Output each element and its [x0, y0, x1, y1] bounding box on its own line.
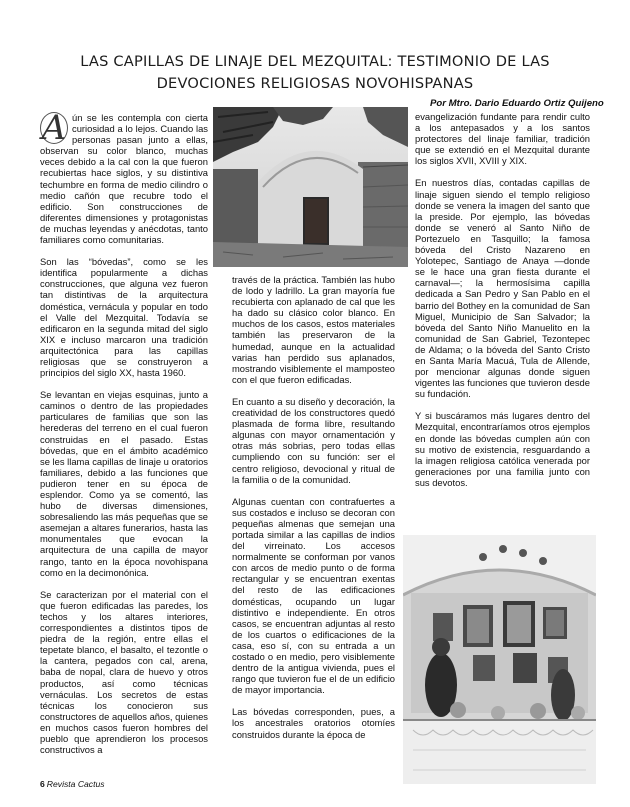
paragraph: En nuestros días, contadas capillas de linaje siguen siendo el templo religioso donde se venera la imagen del santo que la preside. Por ejemplo, las bóvedas donde se veneró al Santo Niño de Portezuelo en Tasquillo; la famosa bóveda del Cristo Nazareno en Yolotepec, Santiago de Anaya —donde se le hace una gran fiesta durante el carnaval—; la hermosísima capilla dedicada a San Pedro y San Pablo en el barrio del Bothey en la comunidad de San Miguel, Municipio de San Salvador; la bóveda del Santo Niño Manuelito en la comunidad de San Gabriel, Tezontepec de Aldama; o la bóveda del Santo Cristo en Santa María Macuá, Tula de Allende, por mencionar algunas donde siguen vigentes las funciones que tuvieron desde su fundación. [415, 177, 590, 400]
chapel-exterior-photo [213, 107, 408, 267]
paragraph: Se caracterizan por el material con el que fueron edificadas las paredes, los techos y los altares interiores, correspondientes a distintos tipos de piedra de la región, entre ellas el tepetate blanco, el basalto, el tezontle o la cantera, pegados con cal, arena, baba de nopal, clara de huevo y otros productos, así como técnicas vernáculas. Los secretos de estas técnicas los conocieron sus constructores de aquellos años, quienes en muchos casos fueron hombres del pueblo que aprendieron los procesos constructivos a [40, 588, 208, 756]
paragraph: Algunas cuentan con contrafuertes a sus costados e incluso se decoran con pequeñas almenas que semejan una portada similar a las capillas de indios del virreinato. Los accesos normalmente se conforman por vanos con arcos de medio punto o de forma rectangular y se encuentran exentas del resto de las edificaciones domésticas, ocupando un lugar distintivo e independiente. En otros casos, se encuentran adjuntas al resto de los cuartos o edificaciones de la casa, eso sí, con su entrada a un costado o en medio, pero visiblemente dentro de la antigua vivienda, pues el rango que tuvieron fue el de un edificio de mayor importancia. [232, 495, 395, 696]
paragraph: evangelización fundante para rendir culto a los antepasados y a los santos protectores del linaje familiar, tradición que se extendió en el Mezquital durante los siglos XVII, XVIII y XIX. [415, 111, 590, 167]
paragraph [40, 108, 208, 246]
paragraph: Son las “bóvedas”, como se les identifica popularmente a dichas construcciones, que alguna vez fueron tan distintivas de la arquitectura doméstica, vernácula y popular en todo el Valle del Mezquital. Todavía se edificaron en la segunda mitad del siglo XIX e incluso marcaron una tradición arquitectónica para las capillas religiosas que se construyeron a principios del siglo XX, hasta 1960. [40, 256, 208, 379]
page-number: 6 [40, 779, 45, 789]
page-footer [40, 779, 105, 789]
article-title-line-2: DEVOCIONES RELIGIOSAS NOVOHISPANAS [156, 75, 474, 92]
paragraph: En cuanto a su diseño y decoración, la creatividad de los constructores quedó plasmada de forma libre, resultando algunas con mayor ornamentación y otras más sobrias, pero todas ellas cumpliendo con su función: ser el centro religioso, devocional y ritual de la familia o de la comunidad. [232, 395, 395, 485]
article-title-line-1: LAS CAPILLAS DE LINAJE DEL MEZQUITAL: TESTIMONIO DE LAS [80, 53, 550, 70]
text-column-1 [40, 108, 208, 766]
drop-cap: A [41, 108, 67, 148]
paragraph-text: ún se les contempla con cierta curiosidad a lo lejos. Cuando las personas pasan junto a ellas, observan su color blanco, muchas veces debido a la cal con la que fueron recubiertas hace siglos, y su distintiva techumbre en forma de medio cilindro o medio cañón que recubre todo el edificio. Son construcciones de diferentes dimensiones y protagonistas de muchas leyendas y anécdotas, tanto familiares como comunitarias. [40, 112, 208, 246]
author-byline: Por Mtro. Dario Eduardo Ortiz Quijeno [430, 98, 604, 109]
text-column-3 [415, 111, 590, 499]
altar-interior-photo [403, 535, 596, 784]
paragraph: Se levantan en viejas esquinas, junto a caminos o dentro de las propiedades particulares de familias que son las herederas del terreno en el cual fueron construidas en el pasado. Estas bóvedas, que en el ámbito académico se les llama capillas de linaje u oratorios familiares, debido a las funciones que pudieron tener en su época de esplendor. Como ya se comentó, las hubo de diversas dimensiones, sobresaliendo las más pequeñas que se asemejan a altares funerarios, hasta las monumentales que evocan la arquitectura de una capilla de mayor rango, tanto en la época novohispana como en la decimonónica. [40, 389, 208, 578]
paragraph: Y si buscáramos más lugares dentro del Mezquital, encontraríamos otros ejemplos en donde las bóvedas cumplen aún con su motivo de existencia, resguardando a la imagen religiosa católica venerada por generaciones por una familia junto con sus devotos. [415, 410, 590, 488]
chapel-exterior-illustration [213, 107, 408, 267]
paragraph: Las bóvedas corresponden, pues, a los ancestrales oratorios otomíes construidos durante la época de [232, 706, 395, 740]
text-column-2 [232, 274, 395, 751]
altar-interior-illustration [403, 535, 596, 784]
magazine-name: Revista Cactus [46, 779, 105, 789]
paragraph: través de la práctica. También las hubo de lodo y ladrillo. La gran mayoría fue recubierta con aplanado de cal que les ha dado su clásico color blanco. En muchos de los casos, estos materiales también las preservaron de la humedad, aunque en la actualidad varias han perdido sus aplanados, mostrando visiblemente el mamposteo con el que fueron edificadas. [232, 274, 395, 385]
